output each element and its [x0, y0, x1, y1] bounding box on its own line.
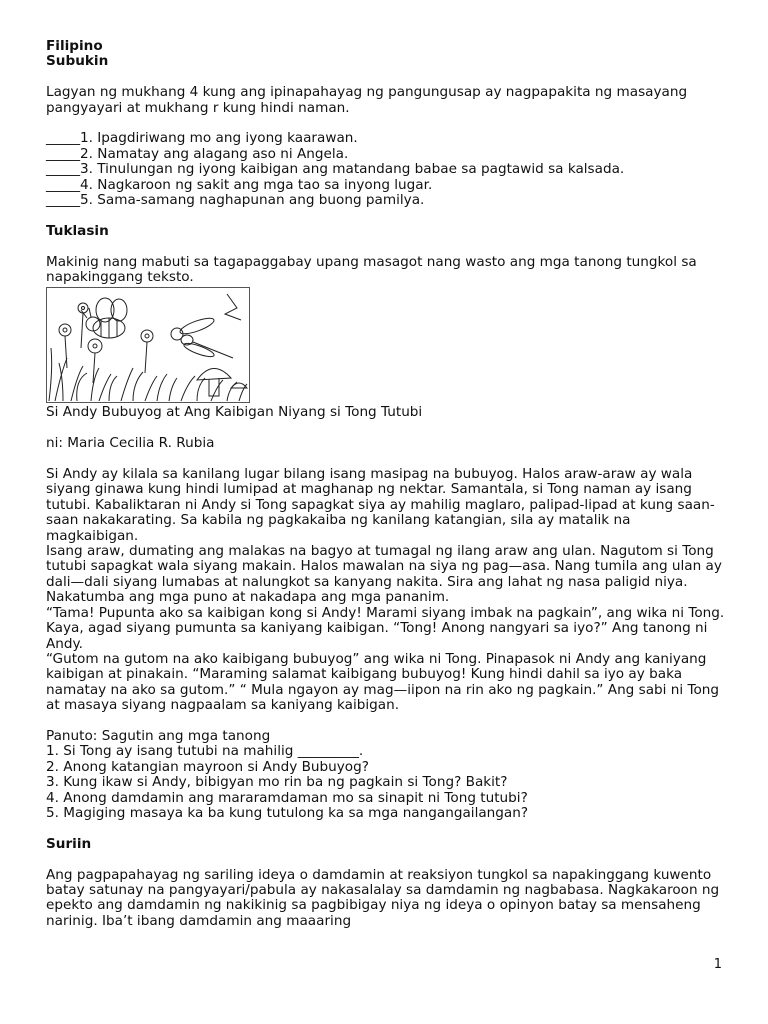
question: 1. Si Tong ay isang tutubi na mahilig _________.: [46, 743, 364, 760]
suriin-paragraph: Ang pagpapahayag ng sariling ideya o damdamin at reaksiyon tungkol sa napakinggang kuwento batay satunay na pangyayari/pabula ay nakasalalay sa damdamin ng nagbabasa. Nagkakaroon ng epekto ang damdamin ng nakikinig sa pagbibigay niya ng ideya o opinyon batay sa mensaheng narinig. Iba’t ibang damdamin ang maaaring: [46, 866, 720, 929]
page-number: 1: [713, 957, 722, 972]
question: 5. Magiging masaya ka ba kung tutulong ka sa mga nangangailangan?: [46, 804, 529, 821]
story-paragraph: “Tama! Pupunta ako sa kaibigan kong si Andy! Marami siyang imbak na pagkain”, ang wika ni Tong. Kaya, agad siyang pumunta sa kaniyang kaibigan. “Tong! Anong nangyari sa iyo?” Ang tanong ni Andy.: [46, 604, 725, 652]
story-title: Si Andy Bubuyog at Ang Kaibigan Niyang si Tong Tutubi: [46, 404, 423, 421]
subukin-item: _____4. Nagkaroon ng sakit ang mga tao sa inyong lugar.: [46, 176, 433, 193]
tuklasin-heading: Tuklasin: [46, 222, 109, 239]
subukin-item: _____2. Namatay ang alagang aso ni Angela.: [46, 145, 349, 162]
subukin-heading: Subukin: [46, 53, 109, 70]
page-content: [46, 39, 726, 929]
question: 4. Anong damdamin ang mararamdaman mo sa sinapit ni Tong tutubi?: [46, 789, 528, 806]
subject-heading: Filipino: [46, 38, 103, 54]
subukin-item: _____3. Tinulungan ng iyong kaibigan ang matandang babae sa pagtawid sa kalsada.: [46, 161, 625, 178]
question: 2. Anong katangian mayroon si Andy Bubuyog?: [46, 758, 369, 775]
panuto: Panuto: Sagutin ang mga tanong: [46, 727, 271, 744]
subukin-instructions: Lagyan ng mukhang 4 kung ang ipinapahayag ng pangungusap ay nagpapakita ng masayang pangyayari at mukhang r kung hindi naman.: [46, 84, 688, 116]
subukin-item: _____1. Ipagdiriwang mo ang iyong kaarawan.: [46, 130, 358, 147]
suriin-heading: Suriin: [46, 835, 92, 852]
tuklasin-instructions: Makinig nang mabuti sa tagapaggabay upang masagot nang wasto ang mga tanong tungkol sa napakinggang teksto.: [46, 253, 697, 286]
illustration-svg: [47, 288, 249, 402]
story-paragraph: Si Andy ay kilala sa kanilang lugar bilang isang masipag na bubuyog. Halos araw-araw ay wala siyang ginawa kung hindi lumipad at maghanap ng nektar. Samantala, si Tong naman ay isang tutubi. Kabaliktaran ni Andy si Tong sapagkat siya ay mahilig maglaro, palipad-lipad at kung saan-saan nakakarating. Sa kabila ng pagkakaiba ng kanilang katangian, sila ay matalik na magkaibigan.: [46, 466, 715, 544]
bee-and-dragonfly-illustration: [46, 287, 250, 403]
story-author: ni: Maria Cecilia R. Rubia: [46, 435, 215, 452]
story-paragraph: Isang araw, dumating ang malakas na bagyo at tumagal ng ilang araw ang ulan. Nagutom si Tong tutubi sapagkat wala siyang makain. Halos mawalan na siya ng pag—asa. Nang tumila ang ulan ay dali—dali siyang lumabas at nalungkot sa kanyang nakita. Sira ang lahat ng nasa paligid niya. Nakatumba ang mga puno at nakadapa ang mga pananim.: [46, 543, 722, 606]
question: 3. Kung ikaw si Andy, bibigyan mo rin ba ng pagkain si Tong? Bakit?: [46, 774, 508, 791]
story-paragraph: “Gutom na gutom na ako kaibigang bubuyog” ang wika ni Tong. Pinapasok ni Andy ang kaniyang kaibigan at pinakain. “Maraming salamat kaibigang bubuyog! Kung hindi dahil sa iyo ay baka namatay na ako sa gutom.” “ Mula ngayon ay mag—iipon na rin ako ng pagkain.” Ang sabi ni Tong at masaya siyang nagpaalam sa kaniyang kaibigan.: [46, 650, 720, 714]
subukin-item: _____5. Sama-samang naghapunan ang buong pamilya.: [46, 192, 425, 209]
